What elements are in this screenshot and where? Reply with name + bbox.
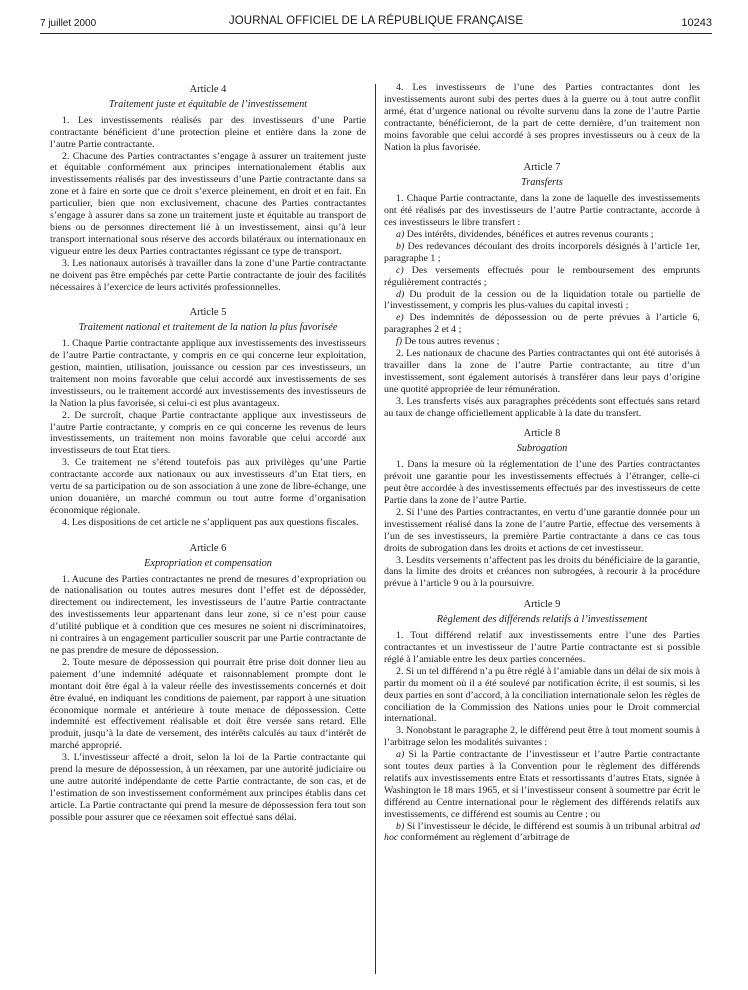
- article-9-subtitle: Règlement des différends relatifs à l’investissement: [436, 614, 648, 626]
- article-8-subtitle: Subrogation: [516, 443, 568, 455]
- article-6-para-3: 3. L’investisseur affecté a droit, selon la loi de la Partie contractante qui prend la mesure de dépossession, à un réexamen, par une autorité judiciaire ou une autre autorité indépendante de cette Partie contractante, de son cas, et de l’estimation de son investissement conformément aux principes établis dans cet article. La Partie contractante qui prend la mesure de dépossession fera tout son possible pour assurer que ce réexamen soit effectué sans délai.: [50, 752, 366, 823]
- article-9-para-3: 3. Nonobstant le paragraphe 2, le différend peut être à tout moment soumis à l’arbitrage selon les modalités suivantes :: [384, 725, 700, 749]
- article-7-item-e: e) Des indemnités de dépossession ou de perte prévues à l’article 6, paragraphes 2 et 4 ;: [384, 312, 700, 336]
- article-7-para-1: 1. Chaque Partie contractante, dans la zone de laquelle des investissements ont été réalisés par des investisseurs de l’autre Partie contractante, accorde à ces investisseurs le libre transfert :: [384, 193, 700, 229]
- article-4-title: Article 4: [189, 84, 227, 95]
- article-8-para-1: 1. Dans la mesure où la réglementation de l’une des Parties contractantes prévoit une garantie pour les investissements effectués à l’étranger, celle-ci peut être accordée à des investissements effectués par des investisseurs de cette Partie dans la zone de l’autre Partie.: [384, 459, 700, 506]
- page-number: 10243: [681, 17, 712, 29]
- page-header: [40, 14, 712, 34]
- article-7-item-f: f) De tous autres revenus ;: [396, 336, 500, 348]
- article-6-para-4: 4. Les investisseurs de l’une des Parties contractantes dont les investissements auront subi des pertes dues à la guerre ou à tout autre conflit armé, état d’urgence national ou révolte survenu dans la zone de l’autre Partie contractante, bénéficieront, de la part de cette dernière, d’un traitement non moins favorable que celui accordé à ses propres investisseurs ou à ceux de la Nation la plus favorisée.: [384, 82, 700, 153]
- article-9-para-2: 2. Si un tel différend n’a pu être réglé à l’amiable dans un délai de six mois à partir du moment où il a été soulevé par notification écrite, il est soumis, si les deux parties en sont d’accord, à la conciliation internationale selon les règles de conciliation de la Commission des Nations unies pour le Droit commercial international.: [384, 665, 700, 725]
- column-divider: [375, 84, 376, 974]
- article-5-para-2: 2. De surcroît, chaque Partie contractante applique aux investisseurs de l’autre Partie contractante, y compris en ce qui concerne les revenus de leurs investissements, un traitement non moins favorable que celui accordé aux investisseurs de tout Etat tiers.: [50, 409, 366, 457]
- article-7-para-3: 3. Les transferts visés aux paragraphes précédents sont effectués sans retard au taux de change officiellement applicable à la date du transfert.: [384, 395, 700, 419]
- article-5-para-4: 4. Les dispositions de cet article ne s’appliquent pas aux questions fiscales.: [62, 516, 359, 528]
- article-7-subtitle: Transferts: [521, 177, 563, 189]
- article-5-para-1: 1. Chaque Partie contractante applique aux investissements des investisseurs de l’autre Partie contractante, y compris en ce qui concerne leur exploitation, gestion, maintien, utilisation, jouissance ou cession par ces investisseurs, un traitement non moins favorable que celui accordé aux investissements de ses investisseurs, ou le traitement accordé aux investissements des investisseurs de la Nation la plus favorisée, si celui-ci est plus avantageux.: [50, 338, 366, 409]
- header-date: 7 juillet 2000: [40, 18, 97, 29]
- article-9-item-a: a) Si la Partie contractante de l’investisseur et l’autre Partie contractante sont toutes deux parties à la Convention pour le règlement des différends relatifs aux investissements entre Etats et ressortissants d’autres Etats, signée à Washington le 18 mars 1965, et si l’investisseur consent à soumettre par écrit le différend au Centre international pour le règlement des différends relatifs aux investissements, ce différend est soumis au Centre ; ou: [384, 749, 700, 820]
- article-5-para-3: 3. Ce traitement ne s’étend toutefois pas aux privilèges qu’une Partie contractante accorde aux nationaux ou aux investisseurs d’un Etat tiers, en vertu de sa participation ou de son association à une zone de libre-échange, une union douanière, un marché commun ou tout autre forme d’organisation économique régionale.: [50, 457, 366, 516]
- header-rule: [40, 33, 712, 34]
- article-8-para-3: 3. Lesdits versements n’affectent pas les droits du bénéficiaire de la garantie, dans la limite des droits et créances non subrogées, à recourir à la procédure prévue à l’article 9 ou à la poursuivre.: [384, 554, 700, 590]
- article-9-para-1: 1. Tout différend relatif aux investissements entre l’une des Parties contractantes et un investisseur de l’autre Partie contractante est si possible réglé à l’amiable entre les deux parties concernées.: [384, 630, 700, 665]
- article-5-title: Article 5: [189, 307, 227, 319]
- article-7-title: Article 7: [523, 162, 561, 174]
- article-4-para-1: 1. Les investissements réalisés par des investisseurs d’une Partie contractante bénéficient d’une protection pleine et entière dans la zone de l’autre Partie contractante.: [50, 114, 366, 150]
- article-7-item-a: a) Des intérêts, dividendes, bénéfices et autres revenus courants ;: [396, 228, 654, 240]
- article-5-subtitle: Traitement national et traitement de la nation la plus favorisée: [78, 322, 338, 334]
- article-8-para-2: 2. Si l’une des Parties contractantes, en vertu d’une garantie donnée pour un investissement réalisé dans la zone de l’autre Partie, effectue des versements à l’un de ses investisseurs, la première Partie contractante a dans ce cas tous droits de subrogation dans les droits et actions de cet investisseur.: [384, 506, 700, 554]
- article-7-item-c: c) Des versements effectués pour le remboursement des emprunts régulièrement contractés ;: [384, 264, 700, 288]
- article-8-title: Article 8: [523, 428, 561, 440]
- article-6-para-2: 2. Toute mesure de dépossession qui pourrait être prise doit donner lieu au paiement d’une indemnité adéquate et raisonnablement prompte dont le montant doit être égal à la valeur réelle des investissements concernés et doit être évalué, en indiquant les conditions de paiement, par rapport à une situation économique normale et antérieure à toute menace de dépossession. Cette indemnité est effectivement réalisable et doit être versée sans retard. Elle produit, jusqu’à la date de versement, des intérêts calculés au taux d’intérêt de marché approprié.: [50, 656, 366, 752]
- right-column: [384, 82, 700, 844]
- article-6-para-1: 1. Aucune des Parties contractantes ne prend de mesures d’expropriation ou de nationalisation ou toutes autres mesures dont l’effet est de déposséder, directement ou indirectement, les investisseurs de l’autre Partie contractante des investissements leur appartenant dans leur zone, si ce n’est pour cause d’utilité publique et à condition que ces mesures ne soient ni discriminatoires, ni contraires à un engagement particulier souscrit par une Partie contractante de ne pas prendre de mesure de dépossession.: [50, 573, 366, 656]
- article-7-para-2: 2. Les nationaux de chacune des Parties contractantes qui ont été autorisés à travailler dans la zone de l’autre Partie contractante, au titre d’un investissement, sont également autorisés à transférer dans leur pays d’origine une quotité appropriée de leur rémunération.: [384, 348, 700, 395]
- article-9-item-b: b) Si l’investisseur le décide, le différend est soumis à un tribunal arbitral ad hoc conformément au règlement d’arbitrage de: [384, 820, 700, 844]
- article-9-title: Article 9: [523, 599, 561, 611]
- article-7-item-b: b) Des redevances découlant des droits incorporels désignés à l’article 1er, paragraphe 1 ;: [384, 240, 700, 264]
- article-4-para-2: 2. Chacune des Parties contractantes s’engage à assurer un traitement juste et équitable conformément aux principes internationalement établis aux investissements réalisés par des investisseurs d’une Partie contractante dans sa zone et à faire en sorte que ce droit s’exerce pleinement, en droit et en fait. En particulier, bien que non exclusivement, chacune des Parties contractantes s’engage à assurer dans sa zone un traitement juste et équitable au transport de biens ou de personnes directement lié à un investissement, ainsi qu’à leur transport international sous réserve des accords bilatéraux ou internationaux en vigueur entre les deux Parties contractantes régissant ce type de transport.: [50, 150, 366, 257]
- article-6-subtitle: Expropriation et compensation: [144, 557, 272, 569]
- journal-title: JOURNAL OFFICIEL DE LA RÉPUBLIQUE FRANÇAISE: [228, 15, 524, 27]
- left-column: [50, 84, 366, 824]
- article-7-item-d: d) Du produit de la cession ou de la liquidation totale ou partielle de l’investissement, y compris les plus-values du capital investi ;: [384, 288, 700, 312]
- article-4-subtitle: Traitement juste et équitable de l’investissement: [108, 98, 308, 110]
- article-4-para-3: 3. Les nationaux autorisés à travailler dans la zone d’une Partie contractante ne doivent pas être empêchés par cette Partie contractante de jouir des facilités nécessaires à l’exercice de leurs activités professionnelles.: [50, 257, 366, 293]
- article-6-title: Article 6: [189, 542, 227, 554]
